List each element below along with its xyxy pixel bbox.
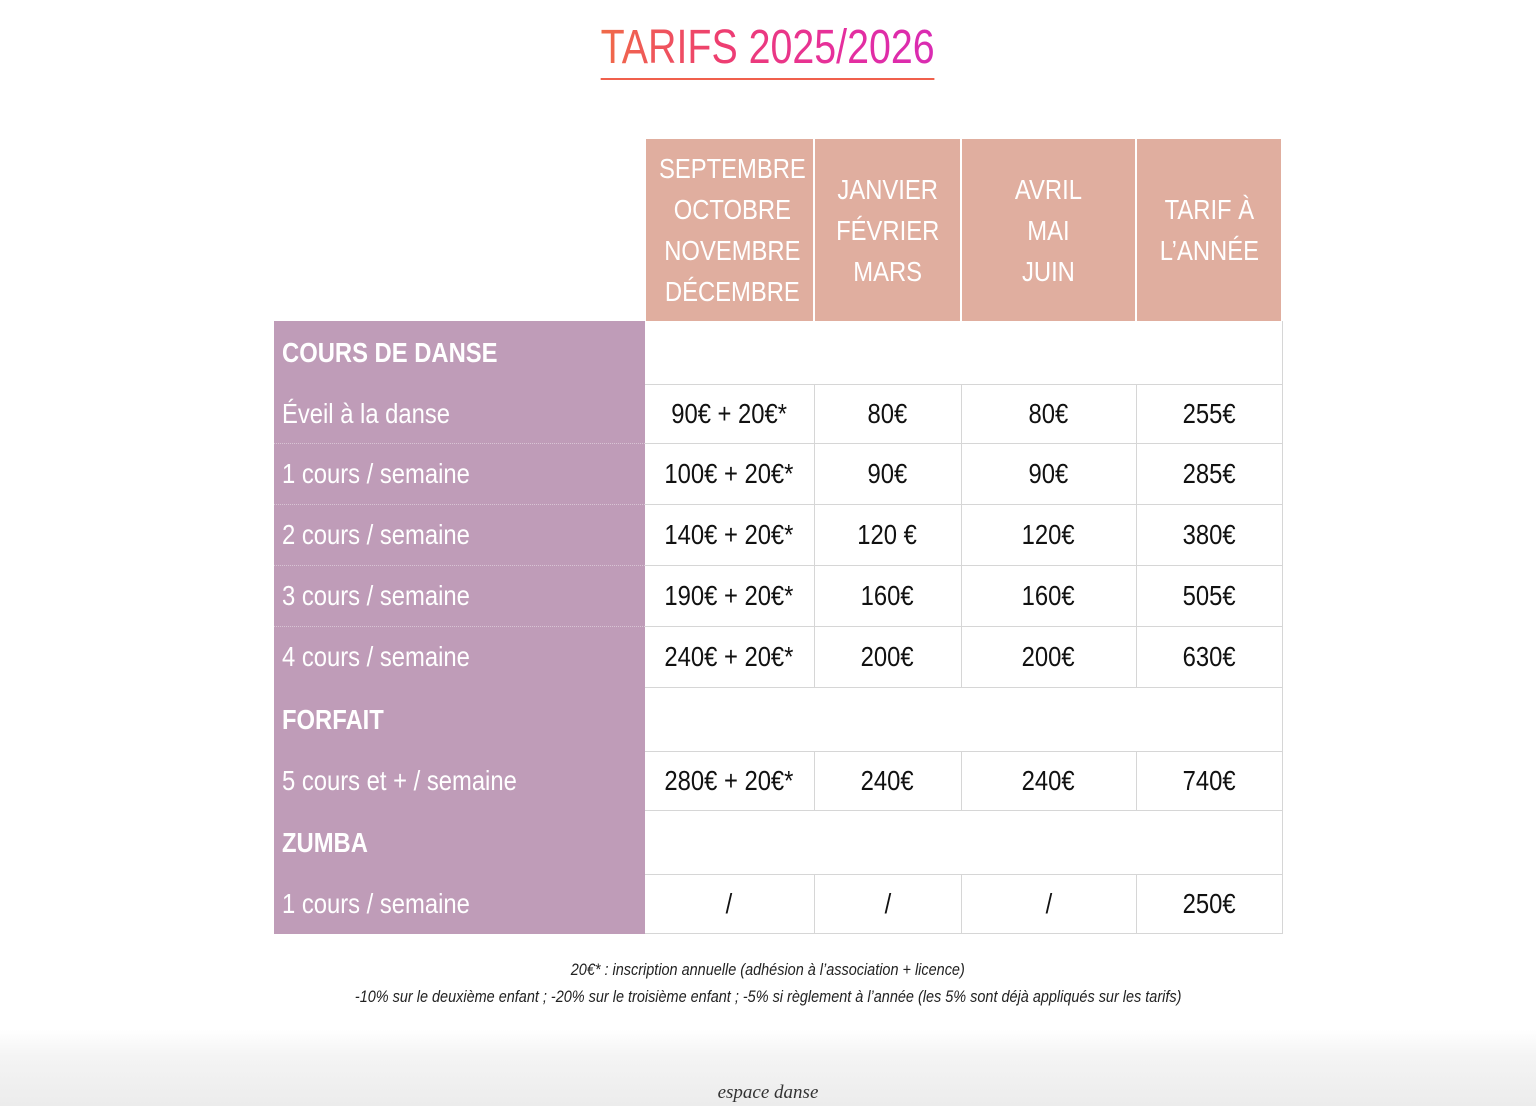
tariff-table bbox=[274, 139, 1283, 934]
section-row-forfait bbox=[274, 688, 1282, 752]
header-line: TARIF À bbox=[1164, 194, 1254, 225]
table-row bbox=[274, 385, 1282, 444]
header-apr-jun bbox=[961, 139, 1136, 321]
price-cell: 200€ bbox=[814, 627, 961, 688]
header-line: OCTOBRE bbox=[673, 194, 791, 225]
section-spacer bbox=[645, 321, 1282, 385]
price-cell: 80€ bbox=[961, 385, 1136, 444]
row-label: 3 cours / semaine bbox=[274, 566, 645, 627]
footnotes bbox=[0, 956, 1536, 1010]
price-cell: 100€ + 20€* bbox=[645, 444, 814, 505]
price-cell: 90€ bbox=[814, 444, 961, 505]
price-cell: 285€ bbox=[1136, 444, 1282, 505]
row-label: Éveil à la danse bbox=[274, 385, 645, 444]
header-jan-mar bbox=[814, 139, 961, 321]
section-title: ZUMBA bbox=[274, 811, 645, 875]
row-label: 2 cours / semaine bbox=[274, 505, 645, 566]
price-cell: 505€ bbox=[1136, 566, 1282, 627]
header-line: DÉCEMBRE bbox=[664, 276, 800, 307]
header-line: MARS bbox=[853, 255, 922, 287]
page-title-text: TARIFS 2025/2026 bbox=[601, 18, 935, 80]
price-cell: 160€ bbox=[814, 566, 961, 627]
price-cell: 90€ bbox=[961, 444, 1136, 505]
header-annual bbox=[1136, 139, 1282, 321]
price-cell: 255€ bbox=[1136, 385, 1282, 444]
page-title bbox=[0, 18, 1536, 80]
row-label: 1 cours / semaine bbox=[274, 875, 645, 934]
price-cell: / bbox=[645, 875, 814, 934]
row-label: 4 cours / semaine bbox=[274, 627, 645, 688]
price-cell: 380€ bbox=[1136, 505, 1282, 566]
header-line: L’ANNÉE bbox=[1159, 235, 1259, 266]
header-corner bbox=[274, 139, 645, 321]
section-spacer bbox=[645, 811, 1282, 875]
price-cell: 250€ bbox=[1136, 875, 1282, 934]
price-cell: 80€ bbox=[814, 385, 961, 444]
table-row bbox=[274, 752, 1282, 811]
price-cell: / bbox=[814, 875, 961, 934]
price-cell: 280€ + 20€* bbox=[645, 752, 814, 811]
header-line: AVRIL bbox=[1014, 173, 1083, 205]
footer-text: espace danse bbox=[717, 1082, 819, 1103]
table-row bbox=[274, 505, 1282, 566]
header-sep-dec bbox=[645, 139, 814, 321]
header-line: NOVEMBRE bbox=[664, 235, 801, 266]
price-cell: 240€ bbox=[961, 752, 1136, 811]
price-cell: 140€ + 20€* bbox=[645, 505, 814, 566]
section-spacer bbox=[645, 688, 1282, 752]
table-row bbox=[274, 627, 1282, 688]
footnote-discounts: -10% sur le deuxième enfant ; -20% sur le troisième enfant ; -5% si règlement à l’année (les 5% sont déjà appliqués sur les tarifs) bbox=[354, 987, 1182, 1006]
footnote-registration: 20€* : inscription annuelle (adhésion à l’association + licence) bbox=[570, 960, 965, 979]
price-cell: 630€ bbox=[1136, 627, 1282, 688]
header-line: SEPTEMBRE bbox=[658, 153, 806, 184]
price-cell: 200€ bbox=[961, 627, 1136, 688]
price-cell: 240€ + 20€* bbox=[645, 627, 814, 688]
section-title: FORFAIT bbox=[274, 688, 645, 752]
table-row bbox=[274, 875, 1282, 934]
header-line: FÉVRIER bbox=[835, 214, 940, 246]
header-line: JANVIER bbox=[837, 173, 938, 205]
table-row bbox=[274, 566, 1282, 627]
header-line: JUIN bbox=[1022, 255, 1075, 287]
section-row-zumba bbox=[274, 811, 1282, 875]
price-cell: 740€ bbox=[1136, 752, 1282, 811]
price-cell: 190€ + 20€* bbox=[645, 566, 814, 627]
section-row-cours bbox=[274, 321, 1282, 385]
row-label: 5 cours et + / semaine bbox=[274, 752, 645, 811]
price-cell: 160€ bbox=[961, 566, 1136, 627]
section-title: COURS DE DANSE bbox=[274, 321, 645, 385]
price-cell: 90€ + 20€* bbox=[645, 385, 814, 444]
row-label: 1 cours / semaine bbox=[274, 444, 645, 505]
price-cell: 240€ bbox=[814, 752, 961, 811]
header-row bbox=[274, 139, 1282, 321]
price-cell: 120€ bbox=[961, 505, 1136, 566]
table-row bbox=[274, 444, 1282, 505]
price-cell: 120 € bbox=[814, 505, 961, 566]
price-cell: / bbox=[961, 875, 1136, 934]
header-line: MAI bbox=[1027, 214, 1070, 246]
